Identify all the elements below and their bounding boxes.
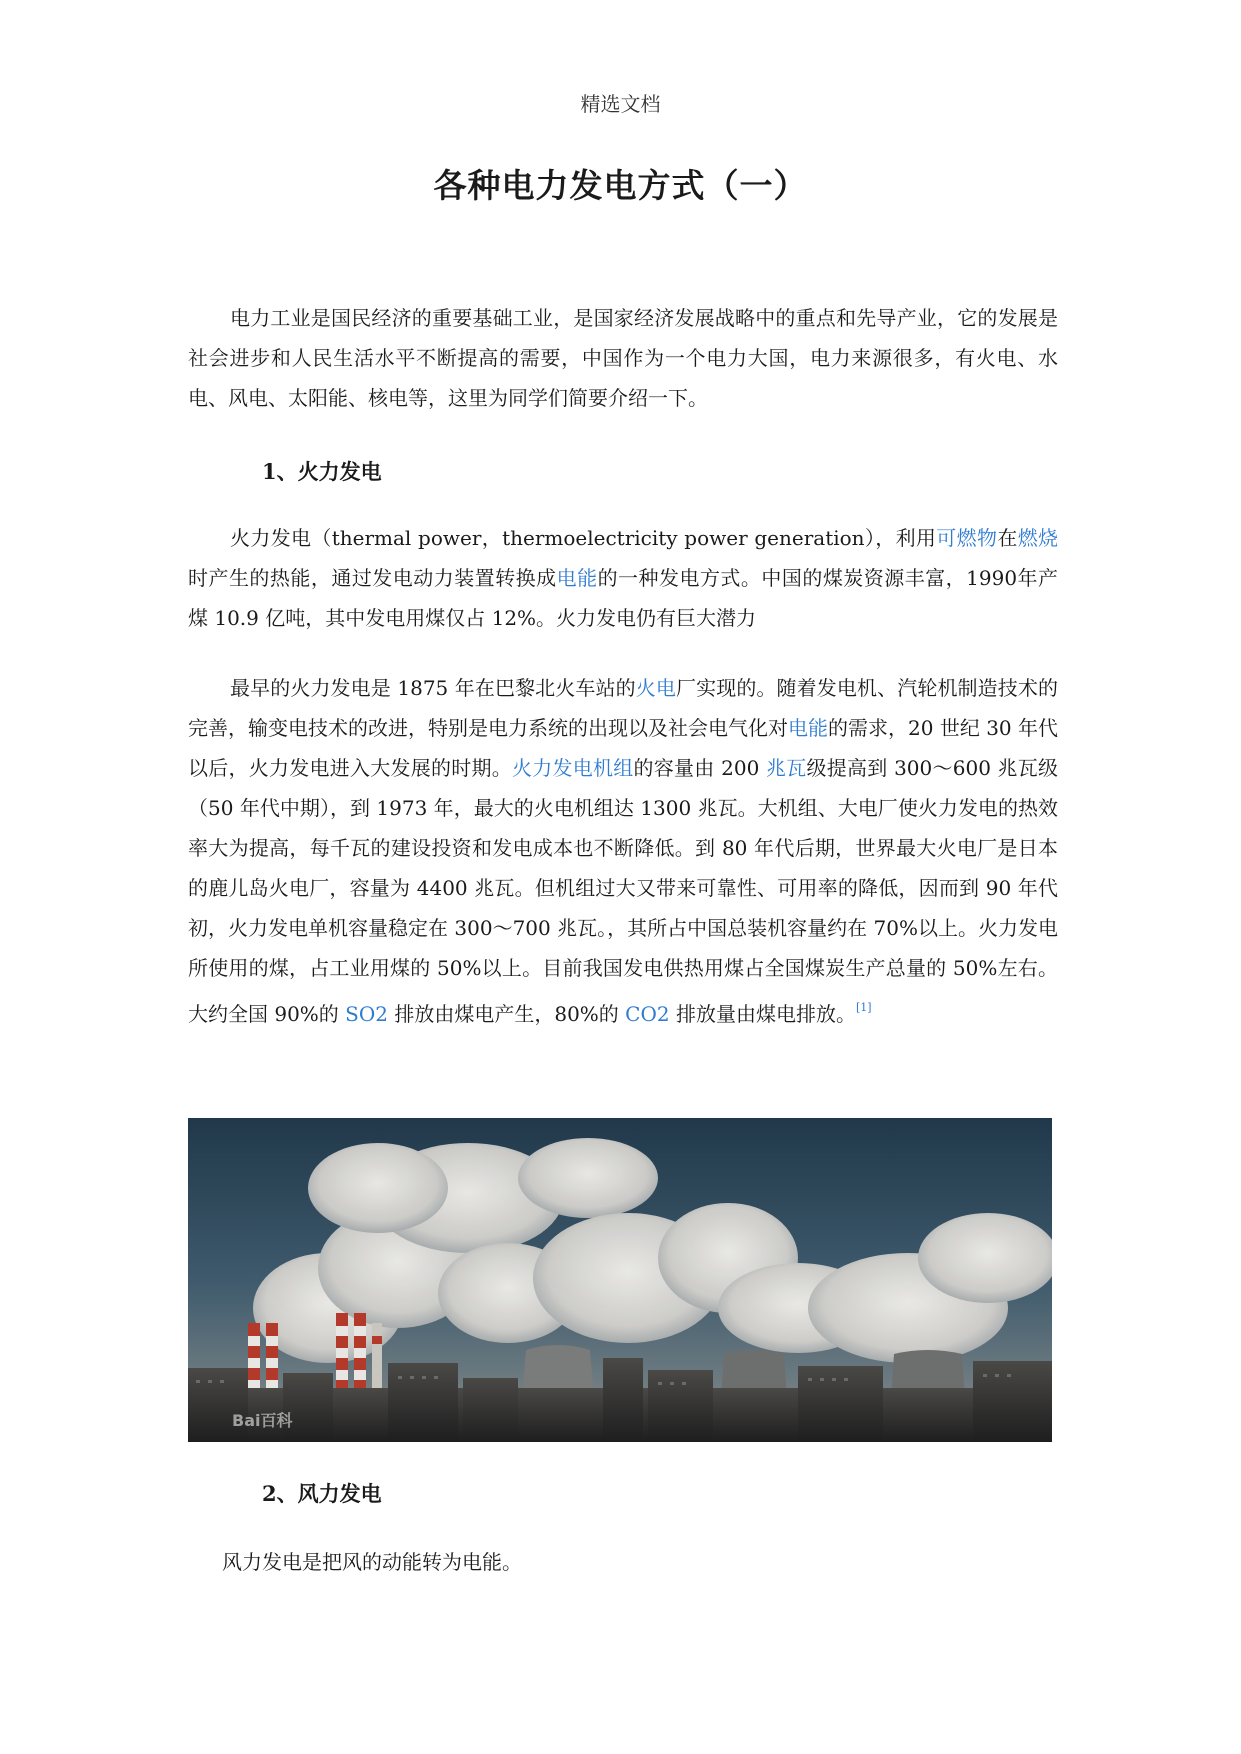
link-electric-energy-2[interactable]: 电能 [788, 716, 829, 740]
text-run: 的一种发电方式。中国的煤炭资源丰富，1990年产煤 10.9 亿吨，其中发电用煤仅占 12%。火力发电仍有巨大潜力 [188, 566, 1059, 630]
link-so2[interactable]: SO2 [345, 1002, 388, 1026]
link-megawatt[interactable]: 兆瓦 [765, 756, 807, 780]
text-run: 的容量由 200 [633, 756, 766, 780]
text-run: 最早的火力发电是 1875 年在巴黎北火车站的 [230, 676, 636, 700]
page-header: 精选文档 [580, 92, 661, 116]
reference-marker[interactable]: [1] [855, 1001, 872, 1014]
text-run: 的需求，20 世纪 30 年代以后，火力发电进入大发展的时期。 [188, 716, 1059, 780]
link-combustible[interactable]: 可燃物 [936, 526, 998, 550]
link-co2[interactable]: CO2 [625, 1002, 670, 1026]
section1-paragraph-1 [188, 518, 1058, 638]
intro-paragraph: 电力工业是国民经济的重要基础工业，是国家经济发展战略中的重点和先导产业，它的发展是社会进步和人民生活水平不断提高的需要，中国作为一个电力大国，电力来源很多，有火电、水电、风电、太阳能、核电等，这里为同学们简要介绍一下。 [188, 306, 1058, 410]
text-run: 级提高到 300～600 兆瓦级（50 年代中期），到 1973 年，最大的火电机组达 1300 兆瓦。大机组、大电厂使火力发电的热效率大为提高，每千瓦的建设投资和发电成本也不断降低。到 80 年代后期，世界最大火电厂是日本的鹿儿岛火电厂，容量为 4400 兆瓦。但机组过大又带来可靠性、可用率的降低，因而到 90 年代初，火力发电单机容量稳定在 300～700 兆瓦。，其所占中国总装机容量约在 70%以上。火力发电所使用的煤，占工业用煤的 50%以上。目前我国发电供热用煤占全国煤炭生产总量的 50%左右。大约全国 90%的 [188, 756, 1059, 1026]
text-run: 排放量由煤电排放。 [669, 1002, 856, 1026]
text-run: 厂实现的。随着发电机、汽轮机制造技术的完善，输变电技术的改进，特别是电力系统的出现以及社会电气化对 [188, 676, 1059, 740]
text-run: 时产生的热能，通过发电动力装置转换成 [188, 566, 557, 590]
power-plant-photo [188, 1118, 1052, 1442]
section1-heading: 1、火力发电 [262, 459, 382, 484]
image-watermark: Bai百科 [232, 1411, 293, 1430]
power-plant-illustration [188, 1118, 1052, 1442]
link-thermal-power[interactable]: 火电 [635, 676, 676, 700]
link-combustion[interactable]: 燃烧 [1017, 526, 1059, 550]
section2-paragraph-1: 风力发电是把风的动能转为电能。 [222, 1550, 522, 1574]
section1-paragraph-2 [188, 668, 1058, 1034]
link-thermal-generator-unit[interactable]: 火力发电机组 [512, 756, 634, 780]
text-run: 火力发电（thermal power，thermoelectricity power generation），利用 [230, 526, 937, 550]
section2-heading: 2、风力发电 [262, 1481, 382, 1506]
link-electric-energy[interactable]: 电能 [556, 566, 598, 590]
text-run: 在 [997, 526, 1018, 550]
text-run: 排放由煤电产生，80%的 [388, 1002, 626, 1026]
document-title: 各种电力发电方式（一） [433, 166, 808, 205]
